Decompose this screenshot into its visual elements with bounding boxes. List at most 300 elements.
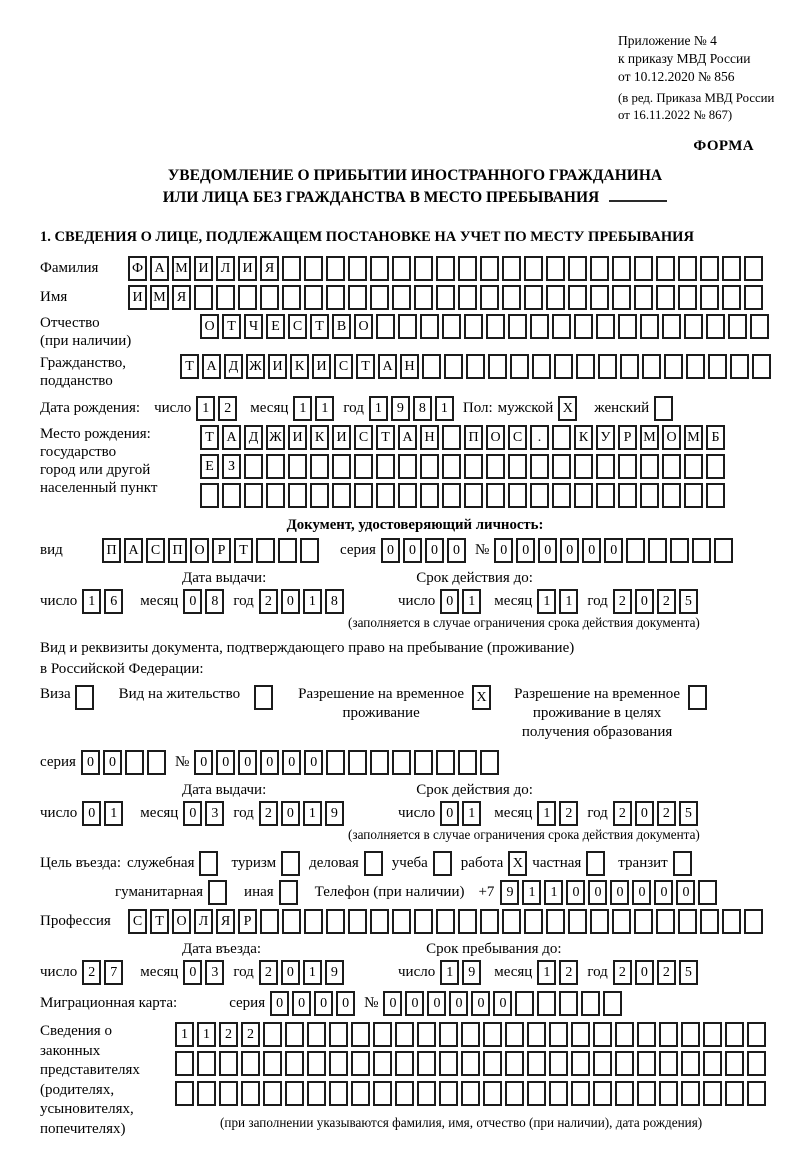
char-box[interactable]: 0 bbox=[610, 880, 629, 905]
char-box[interactable]: С bbox=[354, 425, 373, 450]
char-box[interactable] bbox=[590, 256, 609, 281]
char-box[interactable]: Ж bbox=[246, 354, 265, 379]
char-box[interactable] bbox=[300, 538, 319, 563]
char-box[interactable] bbox=[618, 314, 637, 339]
char-box[interactable]: 0 bbox=[635, 801, 654, 826]
char-box[interactable]: 6 bbox=[104, 589, 123, 614]
char-box[interactable] bbox=[659, 1022, 678, 1047]
char-box[interactable]: 0 bbox=[281, 801, 300, 826]
char-box[interactable] bbox=[593, 1081, 612, 1106]
char-box[interactable] bbox=[686, 354, 705, 379]
char-box[interactable]: 0 bbox=[516, 538, 535, 563]
char-box[interactable] bbox=[574, 454, 593, 479]
char-box[interactable] bbox=[376, 454, 395, 479]
char-box[interactable] bbox=[310, 483, 329, 508]
char-box[interactable] bbox=[678, 285, 697, 310]
char-box[interactable] bbox=[615, 1022, 634, 1047]
char-box[interactable]: С bbox=[508, 425, 527, 450]
char-box[interactable] bbox=[620, 354, 639, 379]
char-box[interactable]: 0 bbox=[582, 538, 601, 563]
char-box[interactable] bbox=[175, 1081, 194, 1106]
char-box[interactable] bbox=[618, 454, 637, 479]
char-box[interactable]: О bbox=[190, 538, 209, 563]
char-box[interactable] bbox=[750, 314, 769, 339]
char-box[interactable]: 1 bbox=[104, 801, 123, 826]
char-box[interactable]: 1 bbox=[537, 801, 556, 826]
char-box[interactable] bbox=[417, 1051, 436, 1076]
char-box[interactable] bbox=[571, 1081, 590, 1106]
char-box[interactable]: X bbox=[472, 685, 491, 710]
char-box[interactable] bbox=[502, 285, 521, 310]
char-box[interactable] bbox=[596, 314, 615, 339]
char-box[interactable]: 8 bbox=[205, 589, 224, 614]
char-box[interactable]: 0 bbox=[440, 589, 459, 614]
char-box[interactable]: 0 bbox=[676, 880, 695, 905]
char-box[interactable]: 2 bbox=[657, 589, 676, 614]
char-box[interactable] bbox=[640, 454, 659, 479]
char-box[interactable]: 0 bbox=[427, 991, 446, 1016]
char-box[interactable]: А bbox=[222, 425, 241, 450]
char-box[interactable]: И bbox=[128, 285, 147, 310]
char-box[interactable]: 0 bbox=[494, 538, 513, 563]
char-box[interactable] bbox=[648, 538, 667, 563]
char-box[interactable] bbox=[480, 750, 499, 775]
char-box[interactable] bbox=[373, 1022, 392, 1047]
char-box[interactable]: И bbox=[312, 354, 331, 379]
char-box[interactable]: 0 bbox=[449, 991, 468, 1016]
char-box[interactable] bbox=[200, 483, 219, 508]
char-box[interactable] bbox=[568, 909, 587, 934]
char-box[interactable] bbox=[439, 1081, 458, 1106]
char-box[interactable] bbox=[549, 1051, 568, 1076]
char-box[interactable]: 0 bbox=[292, 991, 311, 1016]
char-box[interactable]: 0 bbox=[270, 991, 289, 1016]
char-box[interactable] bbox=[634, 256, 653, 281]
char-box[interactable]: 1 bbox=[175, 1022, 194, 1047]
char-box[interactable]: 2 bbox=[259, 589, 278, 614]
char-box[interactable] bbox=[458, 285, 477, 310]
char-box[interactable]: Е bbox=[266, 314, 285, 339]
char-box[interactable] bbox=[417, 1081, 436, 1106]
char-box[interactable]: М bbox=[640, 425, 659, 450]
char-box[interactable]: 1 bbox=[303, 960, 322, 985]
char-box[interactable] bbox=[730, 354, 749, 379]
char-box[interactable] bbox=[370, 750, 389, 775]
char-box[interactable]: Н bbox=[420, 425, 439, 450]
char-box[interactable] bbox=[392, 285, 411, 310]
char-box[interactable]: 0 bbox=[440, 801, 459, 826]
char-box[interactable] bbox=[603, 991, 622, 1016]
char-box[interactable]: Р bbox=[618, 425, 637, 450]
char-box[interactable] bbox=[444, 354, 463, 379]
char-box[interactable] bbox=[329, 1022, 348, 1047]
char-box[interactable] bbox=[615, 1081, 634, 1106]
char-box[interactable]: 0 bbox=[425, 538, 444, 563]
char-box[interactable]: 1 bbox=[522, 880, 541, 905]
char-box[interactable] bbox=[483, 1022, 502, 1047]
char-box[interactable] bbox=[458, 909, 477, 934]
char-box[interactable]: 9 bbox=[391, 396, 410, 421]
char-box[interactable] bbox=[598, 354, 617, 379]
char-box[interactable]: У bbox=[596, 425, 615, 450]
char-box[interactable] bbox=[662, 314, 681, 339]
char-box[interactable] bbox=[364, 851, 383, 876]
char-box[interactable]: Ч bbox=[244, 314, 263, 339]
char-box[interactable] bbox=[376, 314, 395, 339]
char-box[interactable] bbox=[288, 454, 307, 479]
char-box[interactable] bbox=[147, 750, 166, 775]
char-box[interactable] bbox=[260, 285, 279, 310]
char-box[interactable] bbox=[684, 314, 703, 339]
char-box[interactable] bbox=[659, 1051, 678, 1076]
char-box[interactable]: О bbox=[200, 314, 219, 339]
char-box[interactable] bbox=[464, 314, 483, 339]
char-box[interactable] bbox=[194, 285, 213, 310]
char-box[interactable]: И bbox=[268, 354, 287, 379]
char-box[interactable] bbox=[197, 1051, 216, 1076]
char-box[interactable] bbox=[688, 685, 707, 710]
char-box[interactable] bbox=[197, 1081, 216, 1106]
char-box[interactable]: И bbox=[238, 256, 257, 281]
char-box[interactable] bbox=[263, 1051, 282, 1076]
char-box[interactable] bbox=[752, 354, 771, 379]
char-box[interactable] bbox=[537, 991, 556, 1016]
char-box[interactable] bbox=[442, 454, 461, 479]
char-box[interactable]: 1 bbox=[303, 589, 322, 614]
char-box[interactable]: 2 bbox=[82, 960, 101, 985]
char-box[interactable] bbox=[285, 1022, 304, 1047]
char-box[interactable] bbox=[678, 909, 697, 934]
char-box[interactable]: И bbox=[332, 425, 351, 450]
char-box[interactable] bbox=[681, 1081, 700, 1106]
char-box[interactable]: П bbox=[464, 425, 483, 450]
char-box[interactable]: А bbox=[150, 256, 169, 281]
char-box[interactable] bbox=[304, 256, 323, 281]
char-box[interactable] bbox=[581, 991, 600, 1016]
char-box[interactable] bbox=[656, 256, 675, 281]
char-box[interactable] bbox=[640, 483, 659, 508]
char-box[interactable] bbox=[464, 454, 483, 479]
char-box[interactable] bbox=[527, 1022, 546, 1047]
char-box[interactable] bbox=[461, 1051, 480, 1076]
char-box[interactable] bbox=[700, 909, 719, 934]
char-box[interactable]: 2 bbox=[613, 801, 632, 826]
char-box[interactable]: 1 bbox=[544, 880, 563, 905]
char-box[interactable]: 0 bbox=[314, 991, 333, 1016]
char-box[interactable] bbox=[310, 454, 329, 479]
char-box[interactable]: Т bbox=[222, 314, 241, 339]
char-box[interactable]: 7 bbox=[104, 960, 123, 985]
char-box[interactable] bbox=[546, 285, 565, 310]
char-box[interactable] bbox=[744, 285, 763, 310]
char-box[interactable] bbox=[568, 285, 587, 310]
char-box[interactable] bbox=[278, 538, 297, 563]
char-box[interactable] bbox=[351, 1022, 370, 1047]
char-box[interactable] bbox=[282, 285, 301, 310]
char-box[interactable]: К bbox=[310, 425, 329, 450]
char-box[interactable] bbox=[348, 256, 367, 281]
char-box[interactable]: З bbox=[222, 454, 241, 479]
char-box[interactable] bbox=[508, 314, 527, 339]
char-box[interactable] bbox=[483, 1081, 502, 1106]
char-box[interactable] bbox=[219, 1051, 238, 1076]
char-box[interactable]: О bbox=[662, 425, 681, 450]
char-box[interactable] bbox=[488, 354, 507, 379]
char-box[interactable]: 1 bbox=[293, 396, 312, 421]
char-box[interactable] bbox=[706, 483, 725, 508]
char-box[interactable] bbox=[703, 1081, 722, 1106]
char-box[interactable] bbox=[654, 396, 673, 421]
char-box[interactable]: 8 bbox=[413, 396, 432, 421]
char-box[interactable] bbox=[728, 314, 747, 339]
char-box[interactable] bbox=[370, 256, 389, 281]
char-box[interactable] bbox=[304, 285, 323, 310]
char-box[interactable] bbox=[216, 285, 235, 310]
char-box[interactable] bbox=[722, 285, 741, 310]
char-box[interactable] bbox=[392, 909, 411, 934]
char-box[interactable] bbox=[505, 1081, 524, 1106]
char-box[interactable]: Т bbox=[310, 314, 329, 339]
char-box[interactable] bbox=[698, 880, 717, 905]
char-box[interactable] bbox=[461, 1081, 480, 1106]
char-box[interactable] bbox=[708, 354, 727, 379]
char-box[interactable] bbox=[706, 454, 725, 479]
char-box[interactable] bbox=[370, 285, 389, 310]
char-box[interactable] bbox=[307, 1051, 326, 1076]
char-box[interactable] bbox=[354, 483, 373, 508]
char-box[interactable] bbox=[263, 1081, 282, 1106]
char-box[interactable] bbox=[420, 454, 439, 479]
char-box[interactable] bbox=[417, 1022, 436, 1047]
char-box[interactable] bbox=[546, 256, 565, 281]
char-box[interactable]: 1 bbox=[82, 589, 101, 614]
char-box[interactable] bbox=[398, 483, 417, 508]
char-box[interactable] bbox=[288, 483, 307, 508]
char-box[interactable] bbox=[530, 314, 549, 339]
char-box[interactable] bbox=[244, 483, 263, 508]
char-box[interactable]: П bbox=[102, 538, 121, 563]
char-box[interactable] bbox=[354, 454, 373, 479]
char-box[interactable]: 1 bbox=[315, 396, 334, 421]
char-box[interactable] bbox=[395, 1081, 414, 1106]
char-box[interactable] bbox=[634, 285, 653, 310]
char-box[interactable] bbox=[524, 256, 543, 281]
char-box[interactable] bbox=[414, 285, 433, 310]
char-box[interactable]: С bbox=[288, 314, 307, 339]
char-box[interactable] bbox=[307, 1081, 326, 1106]
char-box[interactable] bbox=[329, 1051, 348, 1076]
char-box[interactable] bbox=[304, 909, 323, 934]
char-box[interactable] bbox=[326, 256, 345, 281]
char-box[interactable]: 1 bbox=[462, 589, 481, 614]
char-box[interactable] bbox=[574, 314, 593, 339]
char-box[interactable]: 2 bbox=[657, 801, 676, 826]
char-box[interactable] bbox=[199, 851, 218, 876]
char-box[interactable] bbox=[422, 354, 441, 379]
char-box[interactable] bbox=[637, 1051, 656, 1076]
char-box[interactable]: 0 bbox=[383, 991, 402, 1016]
char-box[interactable]: 9 bbox=[325, 801, 344, 826]
char-box[interactable] bbox=[442, 314, 461, 339]
char-box[interactable] bbox=[615, 1051, 634, 1076]
char-box[interactable] bbox=[285, 1051, 304, 1076]
char-box[interactable]: 0 bbox=[493, 991, 512, 1016]
char-box[interactable] bbox=[414, 256, 433, 281]
char-box[interactable] bbox=[175, 1051, 194, 1076]
char-box[interactable] bbox=[722, 909, 741, 934]
char-box[interactable] bbox=[505, 1022, 524, 1047]
char-box[interactable]: 0 bbox=[604, 538, 623, 563]
char-box[interactable] bbox=[348, 909, 367, 934]
char-box[interactable] bbox=[612, 909, 631, 934]
char-box[interactable] bbox=[326, 909, 345, 934]
char-box[interactable] bbox=[664, 354, 683, 379]
char-box[interactable] bbox=[351, 1051, 370, 1076]
char-box[interactable] bbox=[436, 750, 455, 775]
char-box[interactable]: 0 bbox=[336, 991, 355, 1016]
char-box[interactable] bbox=[612, 285, 631, 310]
char-box[interactable]: 2 bbox=[657, 960, 676, 985]
char-box[interactable] bbox=[586, 851, 605, 876]
char-box[interactable]: Я bbox=[260, 256, 279, 281]
char-box[interactable] bbox=[241, 1081, 260, 1106]
char-box[interactable] bbox=[376, 483, 395, 508]
char-box[interactable]: 2 bbox=[218, 396, 237, 421]
char-box[interactable]: С bbox=[128, 909, 147, 934]
char-box[interactable] bbox=[480, 909, 499, 934]
char-box[interactable] bbox=[266, 483, 285, 508]
char-box[interactable]: 1 bbox=[537, 960, 556, 985]
char-box[interactable] bbox=[596, 483, 615, 508]
char-box[interactable]: С bbox=[334, 354, 353, 379]
char-box[interactable]: 0 bbox=[635, 960, 654, 985]
char-box[interactable] bbox=[670, 538, 689, 563]
char-box[interactable]: 0 bbox=[282, 750, 301, 775]
char-box[interactable] bbox=[527, 1051, 546, 1076]
char-box[interactable] bbox=[681, 1051, 700, 1076]
char-box[interactable] bbox=[568, 256, 587, 281]
char-box[interactable] bbox=[593, 1051, 612, 1076]
char-box[interactable]: 1 bbox=[462, 801, 481, 826]
char-box[interactable] bbox=[549, 1022, 568, 1047]
char-box[interactable] bbox=[332, 454, 351, 479]
char-box[interactable] bbox=[532, 354, 551, 379]
char-box[interactable]: 0 bbox=[471, 991, 490, 1016]
char-box[interactable] bbox=[461, 1022, 480, 1047]
char-box[interactable]: Т bbox=[150, 909, 169, 934]
char-box[interactable]: 0 bbox=[632, 880, 651, 905]
char-box[interactable]: Я bbox=[172, 285, 191, 310]
char-box[interactable] bbox=[414, 909, 433, 934]
char-box[interactable]: 3 bbox=[205, 801, 224, 826]
char-box[interactable] bbox=[458, 256, 477, 281]
char-box[interactable] bbox=[458, 750, 477, 775]
char-box[interactable]: 0 bbox=[566, 880, 585, 905]
char-box[interactable] bbox=[442, 425, 461, 450]
char-box[interactable] bbox=[662, 483, 681, 508]
char-box[interactable] bbox=[326, 750, 345, 775]
char-box[interactable] bbox=[420, 483, 439, 508]
char-box[interactable]: 0 bbox=[103, 750, 122, 775]
char-box[interactable] bbox=[254, 685, 273, 710]
char-box[interactable]: 1 bbox=[559, 589, 578, 614]
char-box[interactable] bbox=[307, 1022, 326, 1047]
char-box[interactable] bbox=[508, 483, 527, 508]
char-box[interactable] bbox=[596, 454, 615, 479]
char-box[interactable] bbox=[486, 483, 505, 508]
char-box[interactable] bbox=[392, 256, 411, 281]
char-box[interactable]: 0 bbox=[281, 960, 300, 985]
char-box[interactable] bbox=[593, 1022, 612, 1047]
char-box[interactable]: 2 bbox=[559, 960, 578, 985]
char-box[interactable]: Ф bbox=[128, 256, 147, 281]
char-box[interactable] bbox=[373, 1081, 392, 1106]
char-box[interactable]: Т bbox=[356, 354, 375, 379]
char-box[interactable]: 0 bbox=[588, 880, 607, 905]
char-box[interactable] bbox=[241, 1051, 260, 1076]
char-box[interactable] bbox=[282, 909, 301, 934]
char-box[interactable]: А bbox=[202, 354, 221, 379]
char-box[interactable] bbox=[656, 285, 675, 310]
char-box[interactable] bbox=[552, 425, 571, 450]
char-box[interactable] bbox=[370, 909, 389, 934]
char-box[interactable]: И bbox=[288, 425, 307, 450]
char-box[interactable]: 0 bbox=[560, 538, 579, 563]
char-box[interactable] bbox=[576, 354, 595, 379]
char-box[interactable] bbox=[279, 880, 298, 905]
char-box[interactable] bbox=[659, 1081, 678, 1106]
char-box[interactable]: 1 bbox=[197, 1022, 216, 1047]
char-box[interactable] bbox=[552, 454, 571, 479]
char-box[interactable]: М bbox=[172, 256, 191, 281]
char-box[interactable]: 9 bbox=[462, 960, 481, 985]
char-box[interactable]: 0 bbox=[635, 589, 654, 614]
char-box[interactable] bbox=[678, 256, 697, 281]
char-box[interactable] bbox=[480, 256, 499, 281]
char-box[interactable] bbox=[618, 483, 637, 508]
char-box[interactable] bbox=[510, 354, 529, 379]
char-box[interactable]: 0 bbox=[183, 589, 202, 614]
char-box[interactable]: Ж bbox=[266, 425, 285, 450]
char-box[interactable] bbox=[554, 354, 573, 379]
char-box[interactable]: 0 bbox=[194, 750, 213, 775]
char-box[interactable] bbox=[260, 909, 279, 934]
char-box[interactable]: Л bbox=[216, 256, 235, 281]
char-box[interactable]: И bbox=[194, 256, 213, 281]
char-box[interactable]: О bbox=[172, 909, 191, 934]
char-box[interactable] bbox=[208, 880, 227, 905]
char-box[interactable] bbox=[398, 314, 417, 339]
char-box[interactable]: 2 bbox=[219, 1022, 238, 1047]
char-box[interactable]: Б bbox=[706, 425, 725, 450]
char-box[interactable] bbox=[263, 1022, 282, 1047]
char-box[interactable] bbox=[222, 483, 241, 508]
char-box[interactable]: О bbox=[354, 314, 373, 339]
char-box[interactable] bbox=[281, 851, 300, 876]
char-box[interactable] bbox=[436, 256, 455, 281]
char-box[interactable]: 0 bbox=[81, 750, 100, 775]
char-box[interactable] bbox=[637, 1081, 656, 1106]
char-box[interactable] bbox=[703, 1051, 722, 1076]
char-box[interactable]: 0 bbox=[654, 880, 673, 905]
char-box[interactable] bbox=[524, 909, 543, 934]
char-box[interactable] bbox=[656, 909, 675, 934]
char-box[interactable]: К bbox=[574, 425, 593, 450]
char-box[interactable] bbox=[700, 256, 719, 281]
char-box[interactable]: 2 bbox=[613, 589, 632, 614]
char-box[interactable] bbox=[502, 256, 521, 281]
char-box[interactable]: 2 bbox=[259, 960, 278, 985]
